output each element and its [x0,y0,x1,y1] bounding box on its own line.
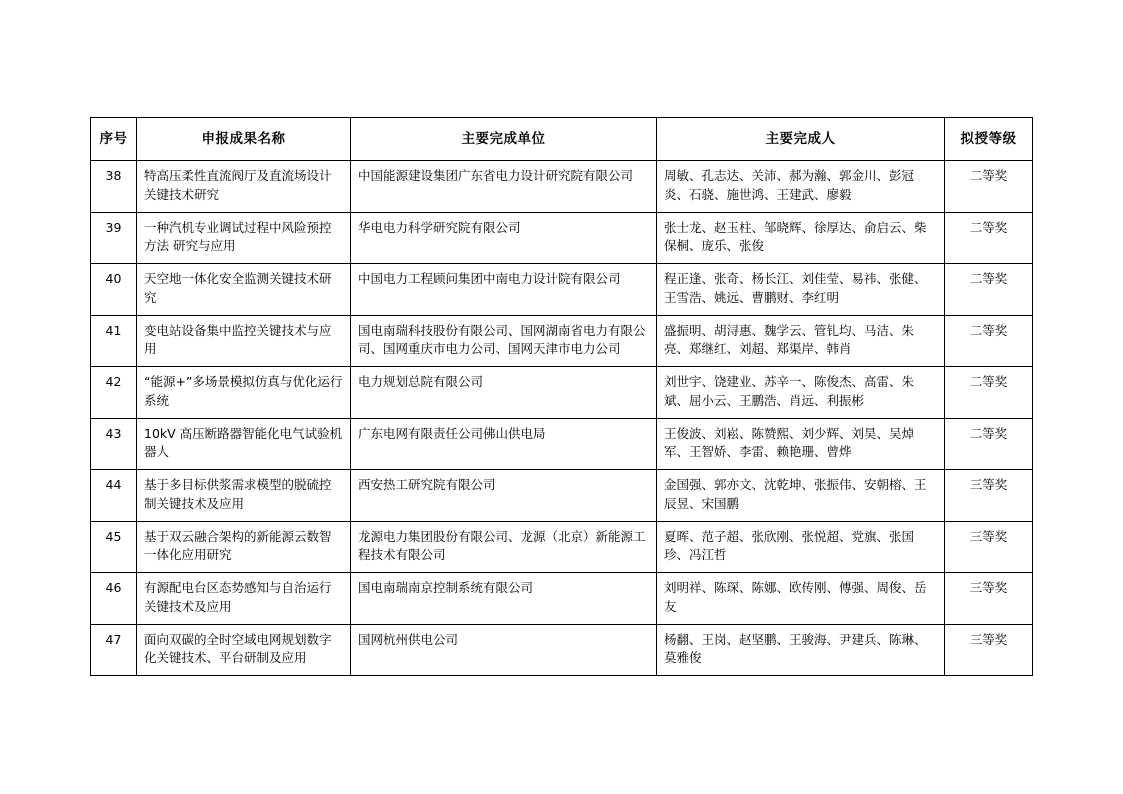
cell-level: 三等奖 [945,624,1033,676]
cell-no: 47 [91,624,137,676]
cell-level: 三等奖 [945,521,1033,573]
cell-no: 42 [91,367,137,419]
cell-people: 张士龙、赵玉柱、邹晓辉、徐厚达、俞启云、柴保桐、庞乐、张俊 [657,212,945,264]
cell-people: 盛振明、胡浔惠、魏学云、管钆均、马洁、朱亮、郑继红、刘超、郑渠岸、韩肖 [657,315,945,367]
column-header-no: 序号 [91,118,137,161]
cell-people: 刘世宇、饶建业、苏辛一、陈俊杰、高雷、朱斌、屈小云、王鹏浩、肖远、利振彬 [657,367,945,419]
cell-name: 面向双碳的全时空域电网规划数字化关键技术、平台研制及应用 [137,624,351,676]
column-header-people: 主要完成人 [657,118,945,161]
column-header-name: 申报成果名称 [137,118,351,161]
cell-people: 王俊波、刘崧、陈赞熙、刘少辉、刘昊、吴焯军、王智娇、李雷、赖艳珊、曾烨 [657,418,945,470]
table-row [91,212,1033,264]
cell-level: 二等奖 [945,367,1033,419]
cell-level: 三等奖 [945,470,1033,522]
cell-no: 41 [91,315,137,367]
column-header-level: 拟授等级 [945,118,1033,161]
table-row [91,264,1033,316]
table-row [91,161,1033,213]
table-row [91,573,1033,625]
table-header-row [91,118,1033,161]
cell-level: 三等奖 [945,573,1033,625]
cell-people: 程正逢、张奇、杨长江、刘佳莹、易祎、张健、王雪浩、姚远、曹鹏财、李红明 [657,264,945,316]
cell-level: 二等奖 [945,212,1033,264]
cell-no: 38 [91,161,137,213]
cell-level: 二等奖 [945,161,1033,213]
cell-unit: 中国电力工程顾问集团中南电力设计院有限公司 [351,264,657,316]
table-row [91,418,1033,470]
table-row [91,521,1033,573]
cell-no: 45 [91,521,137,573]
cell-no: 43 [91,418,137,470]
cell-unit: 电力规划总院有限公司 [351,367,657,419]
cell-unit: 华电电力科学研究院有限公司 [351,212,657,264]
cell-no: 46 [91,573,137,625]
cell-name: 一种汽机专业调试过程中风险预控方法 研究与应用 [137,212,351,264]
table-row [91,470,1033,522]
cell-unit: 龙源电力集团股份有限公司、龙源（北京）新能源工程技术有限公司 [351,521,657,573]
table-row [91,624,1033,676]
column-header-unit: 主要完成单位 [351,118,657,161]
cell-name: 有源配电台区态势感知与自治运行关键技术及应用 [137,573,351,625]
cell-people: 周敏、孔志达、关沛、郝为瀚、郭金川、彭冠炎、石骁、施世鸿、王建武、廖毅 [657,161,945,213]
cell-people: 杨翻、王岗、赵坚鹏、王骏海、尹建兵、陈琳、莫雅俊 [657,624,945,676]
cell-unit: 国电南瑞科技股份有限公司、国网湖南省电力有限公司、国网重庆市电力公司、国网天津市电力公司 [351,315,657,367]
cell-level: 二等奖 [945,315,1033,367]
table-row [91,315,1033,367]
table-row [91,367,1033,419]
cell-name: 基于双云融合架构的新能源云数智一体化应用研究 [137,521,351,573]
cell-unit: 国电南瑞南京控制系统有限公司 [351,573,657,625]
cell-level: 二等奖 [945,418,1033,470]
award-table [90,117,1033,676]
cell-name: 天空地一体化安全监测关键技术研究 [137,264,351,316]
cell-people: 刘明祥、陈琛、陈娜、欧传刚、傅强、周俊、岳友 [657,573,945,625]
table-body [91,161,1033,676]
cell-no: 39 [91,212,137,264]
cell-name: 变电站设备集中监控关键技术与应用 [137,315,351,367]
cell-name: 特高压柔性直流阀厅及直流场设计关键技术研究 [137,161,351,213]
cell-name: 基于多目标供浆需求模型的脱硫控制关键技术及应用 [137,470,351,522]
cell-name: “能源+”多场景模拟仿真与优化运行系统 [137,367,351,419]
cell-people: 夏晖、范子超、张欣刚、张悦超、党旗、张国珍、冯江哲 [657,521,945,573]
award-table-container [90,117,1032,676]
cell-no: 40 [91,264,137,316]
cell-unit: 西安热工研究院有限公司 [351,470,657,522]
cell-level: 二等奖 [945,264,1033,316]
cell-name: 10kV 高压断路器智能化电气试验机器人 [137,418,351,470]
cell-unit: 国网杭州供电公司 [351,624,657,676]
table-header [91,118,1033,161]
cell-no: 44 [91,470,137,522]
cell-unit: 中国能源建设集团广东省电力设计研究院有限公司 [351,161,657,213]
cell-unit: 广东电网有限责任公司佛山供电局 [351,418,657,470]
cell-people: 金国强、郭亦文、沈乾坤、张振伟、安朝榕、王辰昱、宋国鹏 [657,470,945,522]
